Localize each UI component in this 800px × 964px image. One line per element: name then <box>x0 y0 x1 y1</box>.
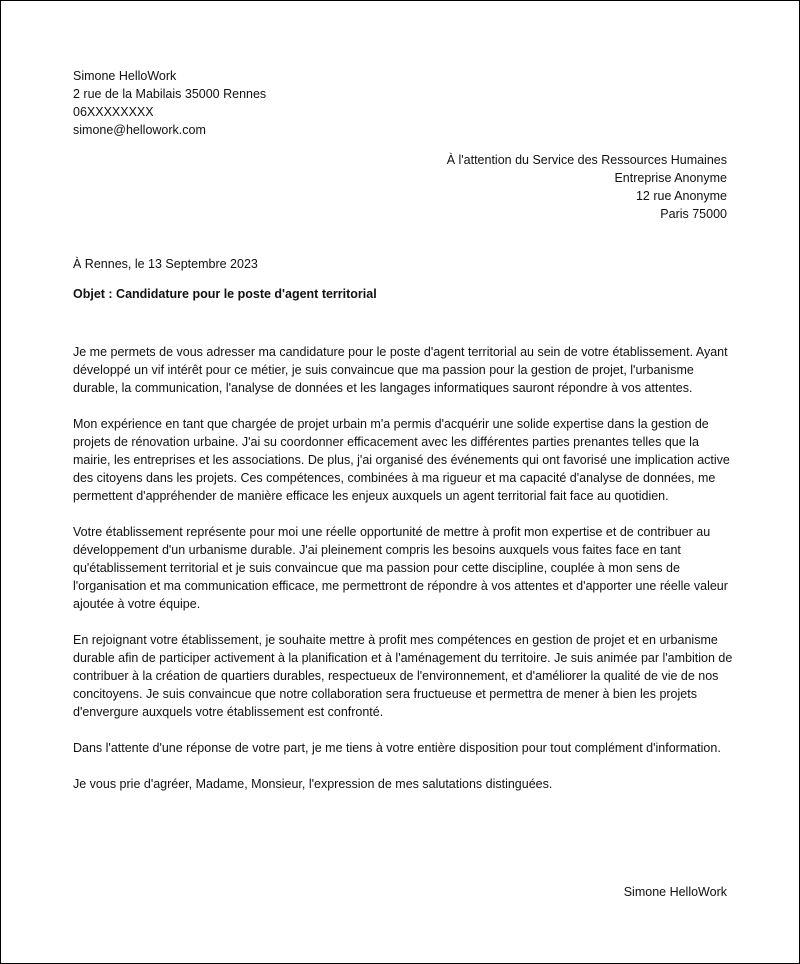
sender-name: Simone HelloWork <box>73 69 177 83</box>
letter-body <box>73 343 733 811</box>
body-paragraph: Je me permets de vous adresser ma candidature pour le poste d'agent territorial au sein de votre établissement. Ayant développé un vif intérêt pour ce métier, je suis convaincue que ma passion pour la gestion de projet, l'urbanisme durable, la communication, l'analyse de données et les langages informatiques sauront répondre à vos attentes. <box>73 345 728 395</box>
date-line: À Rennes, le 13 Septembre 2023 <box>73 257 258 271</box>
recipient-company: Entreprise Anonyme <box>614 171 727 185</box>
body-paragraph: Je vous prie d'agréer, Madame, Monsieur, l'expression de mes salutations distinguées. <box>73 777 553 791</box>
signature: Simone HelloWork <box>623 885 727 899</box>
subject-line: Objet : Candidature pour le poste d'agent territorial <box>73 287 377 301</box>
body-paragraph: Dans l'attente d'une réponse de votre part, je me tiens à votre entière disposition pour tout complément d'information. <box>73 741 721 755</box>
body-paragraph: Mon expérience en tant que chargée de projet urbain m'a permis d'acquérir une solide expertise dans la gestion de projets de rénovation urbaine. J'ai su coordonner efficacement avec les différentes parties prenantes telles que la mairie, les entreprises et les associations. De plus, j'ai organisé des événements qui ont favorisé une implication active des citoyens dans les projets. Ces compétences, combinées à ma rigueur et ma capacité d'analyse de données, me permettent d'appréhender de manière efficace les enjeux auxquels un agent territorial fait face au quotidien. <box>73 417 730 503</box>
sender-phone: 06XXXXXXXX <box>73 105 154 119</box>
recipient-block <box>447 151 727 223</box>
recipient-street: 12 rue Anonyme <box>635 189 727 203</box>
sender-email: simone@hellowork.com <box>73 123 206 137</box>
recipient-city: Paris 75000 <box>660 207 727 221</box>
sender-address: 2 rue de la Mabilais 35000 Rennes <box>73 87 267 101</box>
recipient-attention: À l'attention du Service des Ressources Humaines <box>446 153 727 167</box>
body-paragraph: Votre établissement représente pour moi une réelle opportunité de mettre à profit mon expertise et de contribuer au développement d'un urbanisme durable. J'ai pleinement compris les besoins auxquels vous faites face en tant qu'établissement territorial et je suis convaincue que ma passion pour cette discipline, couplée à mon sens de l'organisation et ma communication efficace, me permettront de répondre à vos attentes et d'apporter une réelle valeur ajoutée à votre équipe. <box>73 525 728 611</box>
sender-block <box>73 67 266 139</box>
body-paragraph: En rejoignant votre établissement, je souhaite mettre à profit mes compétences en gestion de projet et en urbanisme durable afin de participer activement à la planification et à l'aménagement du territoire. Je suis animée par l'ambition de contribuer à la création de quartiers durables, respectueux de l'environnement, et d'améliorer la qualité de vie de nos concitoyens. Je suis convaincue que notre collaboration sera fructueuse et permettra de mener à bien les projets d'envergure auxquels votre établissement est confronté. <box>73 633 733 719</box>
